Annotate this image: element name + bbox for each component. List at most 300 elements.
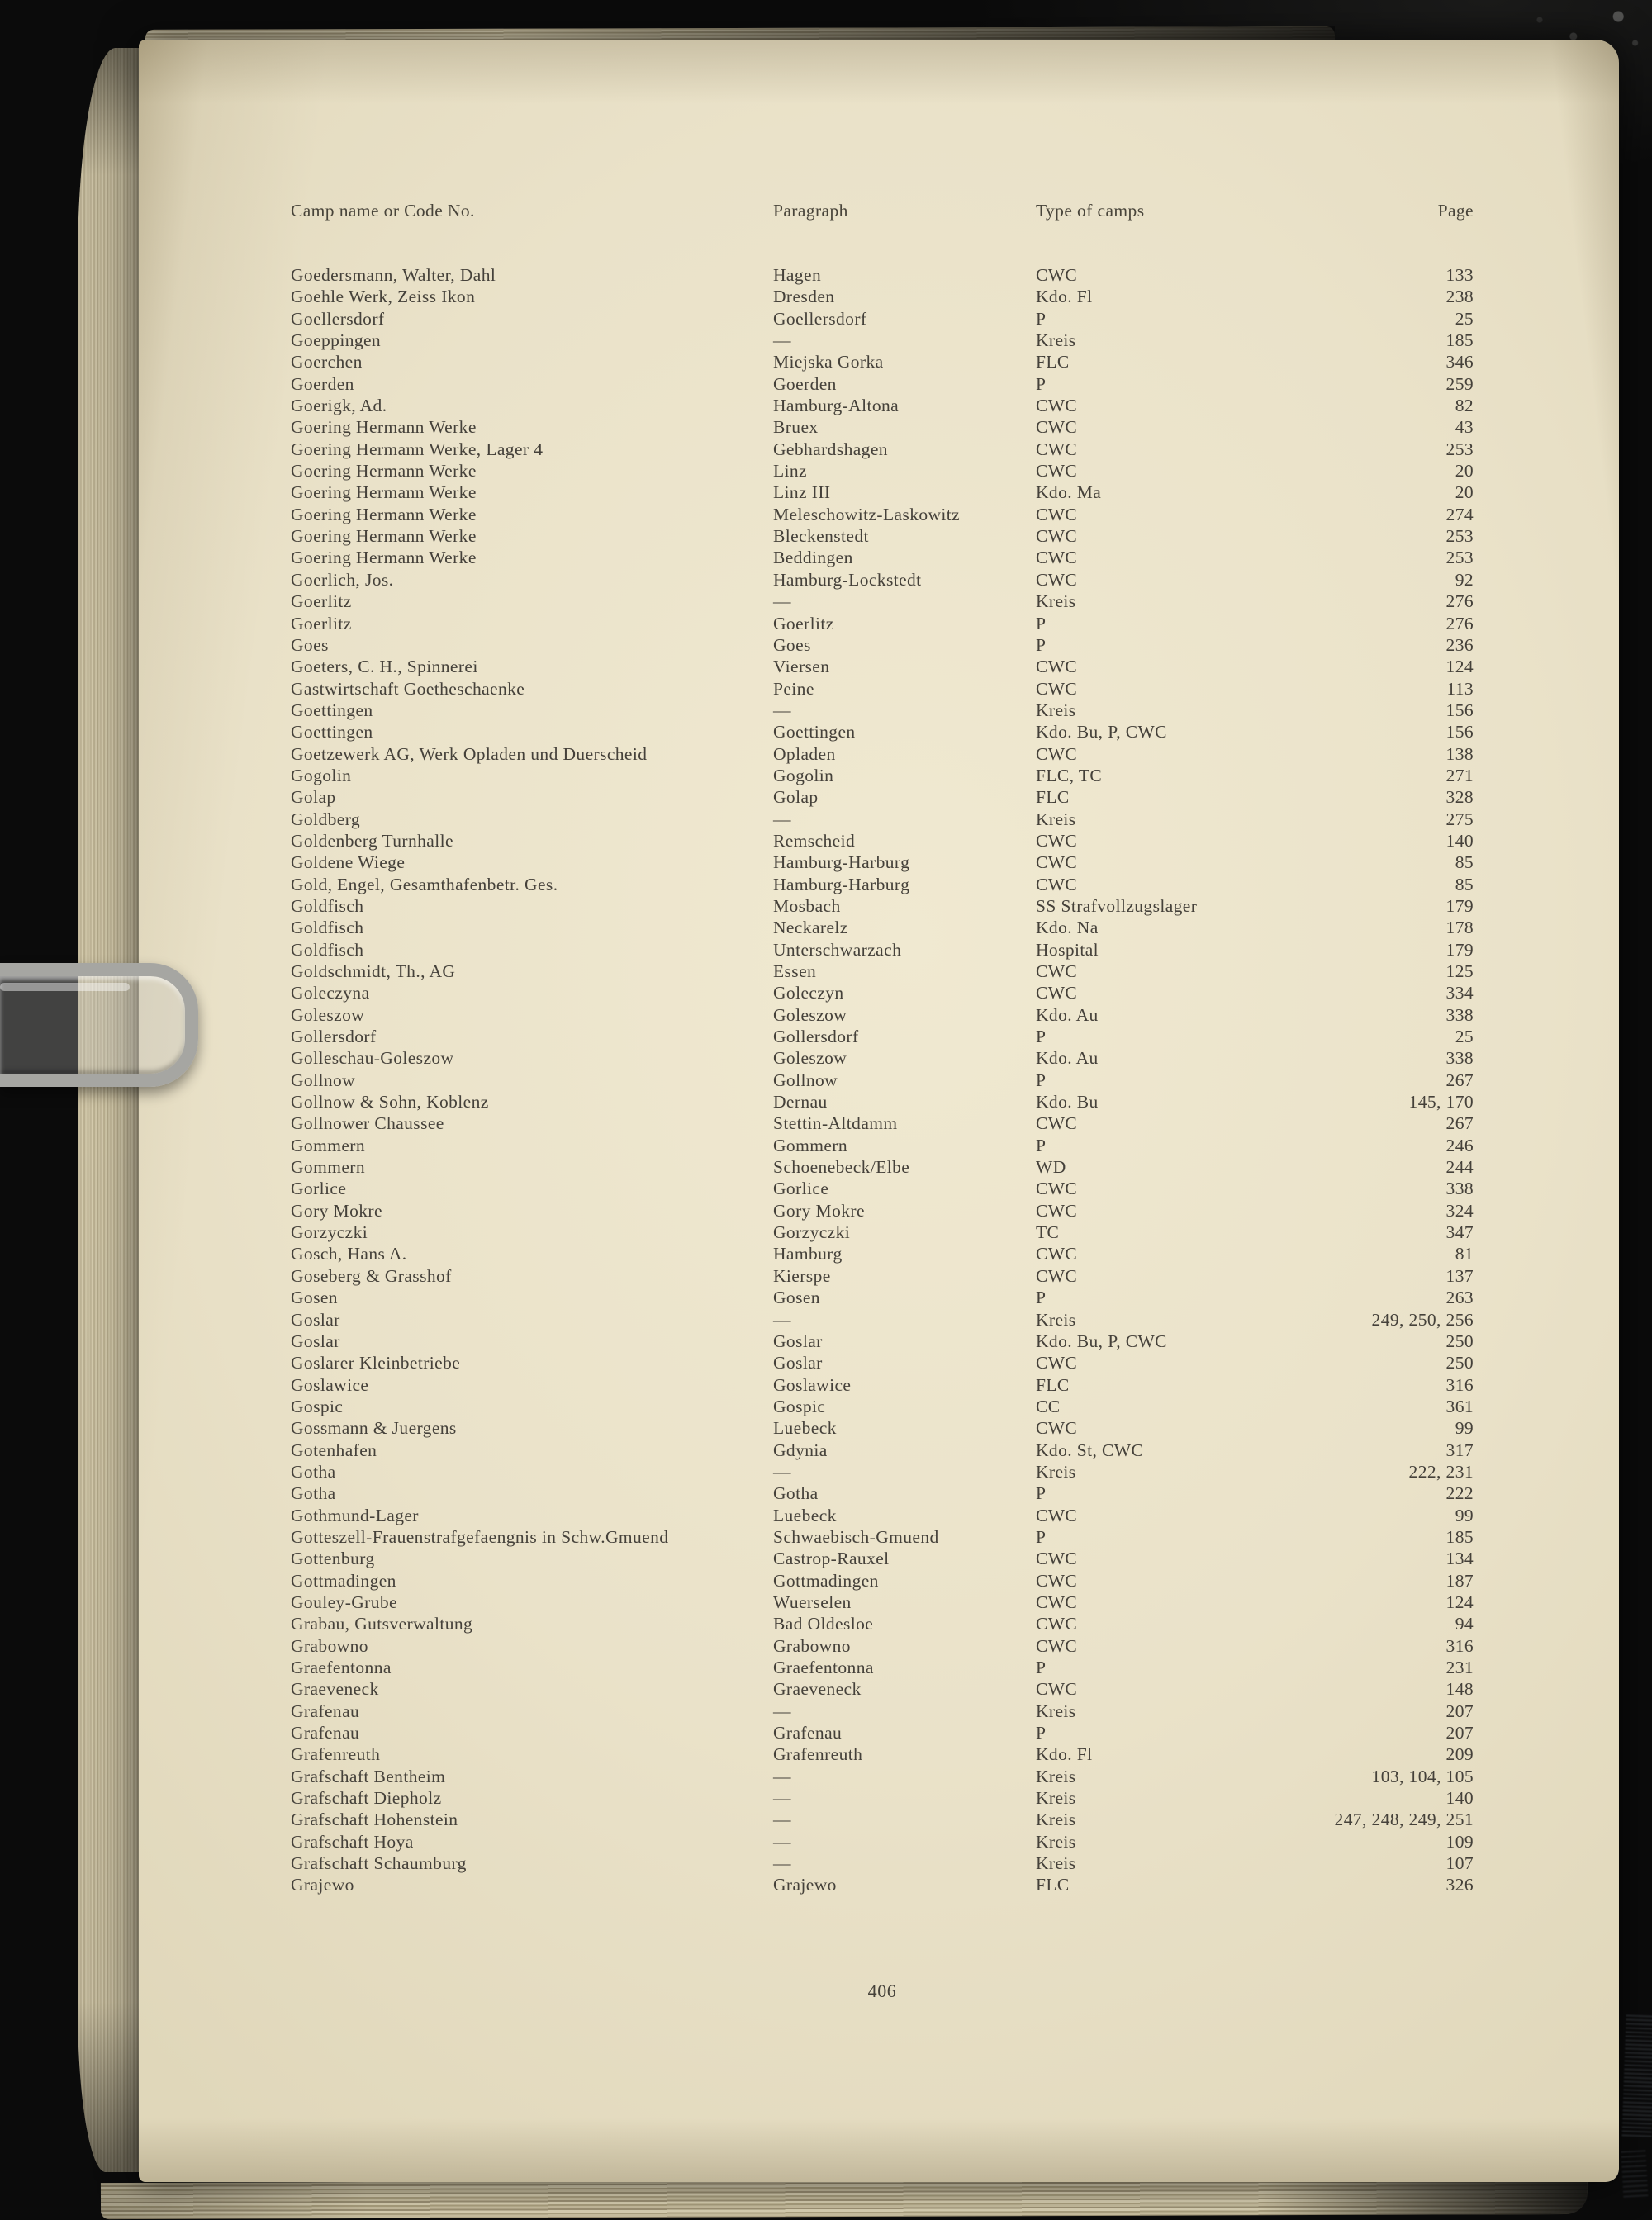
camp-name-cell: Goedersmann, Walter, Dahl: [291, 265, 496, 285]
paragraph-cell: Hamburg-Altona: [773, 396, 900, 416]
paragraph-cell: Gommern: [773, 1135, 847, 1155]
paragraph-cell: Opladen: [773, 743, 836, 764]
camp-type-cell: SS Strafvollzugslager: [1036, 895, 1198, 916]
table-row: [291, 1831, 1474, 1852]
page-ref-cell: 207: [1446, 1723, 1474, 1743]
table-row: [291, 1701, 1474, 1722]
camp-type-cell: P: [1036, 1483, 1047, 1504]
camp-name-cell: Gorlice: [291, 1179, 347, 1199]
camp-name-cell: Goeters, C. H., Spinnerei: [291, 657, 478, 677]
table-row: [291, 1809, 1474, 1830]
page-ref-cell: 185: [1446, 1526, 1474, 1547]
camp-name-cell: Goering Hermann Werke: [291, 461, 477, 481]
camp-name-cell: Grafschaft Hohenstein: [291, 1810, 458, 1830]
camp-name-cell: Grafschaft Bentheim: [291, 1766, 446, 1786]
camp-name-cell: Goering Hermann Werke, Lager 4: [291, 439, 544, 459]
camp-type-cell: Kdo. Au: [1036, 1004, 1099, 1025]
camp-type-cell: Kdo. Fl: [1036, 1744, 1093, 1765]
camp-type-cell: Hospital: [1036, 939, 1099, 960]
camp-name-cell: Gossmann & Juergens: [291, 1418, 457, 1439]
camp-type-cell: FLC, TC: [1036, 765, 1103, 785]
page-ref-cell: 94: [1455, 1614, 1474, 1634]
camp-name-cell: Grajewo: [291, 1875, 354, 1895]
paragraph-cell: Grafenau: [773, 1723, 843, 1743]
camp-type-cell: CWC: [1036, 396, 1078, 416]
page-ref-cell: 85: [1455, 852, 1474, 873]
paragraph-cell: —: [773, 1788, 791, 1809]
table-row: [291, 1004, 1474, 1026]
table-row: [291, 1265, 1474, 1287]
table-row: [291, 786, 1474, 808]
paragraph-cell: Goellersdorf: [773, 308, 867, 329]
paragraph-cell: Gebhardshagen: [773, 439, 888, 459]
table-row: [291, 1570, 1474, 1591]
table-row: [291, 1548, 1474, 1569]
camp-type-cell: CWC: [1036, 1200, 1078, 1221]
paragraph-cell: Gotha: [773, 1483, 819, 1504]
header-page: Page: [1437, 201, 1474, 221]
camp-type-cell: Kdo. Bu: [1036, 1092, 1099, 1112]
camp-name-cell: Goering Hermann Werke: [291, 548, 477, 568]
camp-name-cell: Gorzyczki: [291, 1222, 368, 1243]
table-row: [291, 1200, 1474, 1221]
camp-name-cell: Goldfisch: [291, 918, 364, 938]
table-row: [291, 504, 1474, 525]
page-ref-cell: 338: [1446, 1048, 1474, 1069]
table-row: [291, 961, 1474, 982]
camp-type-cell: CWC: [1036, 461, 1078, 481]
camp-name-cell: Goehle Werk, Zeiss Ikon: [291, 287, 476, 307]
camp-type-cell: FLC: [1036, 1875, 1070, 1895]
camp-type-cell: Kreis: [1036, 1701, 1076, 1721]
camp-name-cell: Goldene Wiege: [291, 852, 406, 873]
paragraph-cell: Beddingen: [773, 548, 853, 568]
camp-type-cell: P: [1036, 1027, 1047, 1047]
table-row: [291, 1787, 1474, 1809]
table-row: [291, 460, 1474, 481]
table-row: [291, 1178, 1474, 1199]
table-row: [291, 1396, 1474, 1417]
paragraph-cell: Essen: [773, 961, 817, 981]
paragraph-cell: Goes: [773, 634, 811, 655]
page-ref-cell: 82: [1455, 396, 1474, 416]
paragraph-cell: —: [773, 1701, 791, 1721]
table-row: [291, 481, 1474, 503]
camp-name-cell: Goleszow: [291, 1004, 365, 1025]
page-ref-cell: 236: [1446, 634, 1474, 655]
camp-type-cell: CWC: [1036, 678, 1078, 699]
camp-type-cell: CWC: [1036, 265, 1078, 285]
camp-name-cell: Gotenhafen: [291, 1440, 377, 1460]
page-ref-cell: 185: [1446, 330, 1474, 351]
paragraph-cell: —: [773, 1309, 791, 1330]
page-ref-cell: 25: [1455, 308, 1474, 329]
table-row: [291, 1766, 1474, 1787]
camp-name-cell: Gastwirtschaft Goetheschaenke: [291, 678, 525, 699]
camp-name-cell: Graeveneck: [291, 1679, 379, 1700]
page-ref-cell: 276: [1446, 591, 1474, 612]
camp-type-cell: CWC: [1036, 526, 1078, 547]
camp-name-cell: Goerigk, Ad.: [291, 396, 387, 416]
table-row: [291, 1287, 1474, 1308]
camp-type-cell: Kreis: [1036, 1853, 1076, 1874]
page-ref-cell: 103, 104, 105: [1371, 1766, 1474, 1786]
paragraph-cell: Dresden: [773, 287, 835, 307]
camp-name-cell: Graefentonna: [291, 1658, 392, 1677]
paragraph-cell: Kierspe: [773, 1265, 831, 1286]
camp-name-cell: Gouley-Grube: [291, 1591, 397, 1612]
camp-name-cell: Goering Hermann Werke: [291, 482, 477, 503]
page-ref-cell: 92: [1455, 569, 1474, 590]
page-ref-cell: 133: [1446, 265, 1474, 285]
camp-name-cell: Gold, Engel, Gesamthafenbetr. Ges.: [291, 874, 558, 894]
page-ref-cell: 244: [1446, 1157, 1474, 1178]
faint-margin-mark: [1621, 2014, 1652, 2139]
page-ref-cell: 334: [1446, 983, 1474, 1003]
paragraph-cell: Mosbach: [773, 895, 841, 916]
camp-type-cell: CWC: [1036, 1244, 1078, 1264]
page-ref-cell: 25: [1455, 1027, 1474, 1047]
camp-type-cell: Kdo. St, CWC: [1036, 1440, 1144, 1460]
paragraph-cell: Hamburg-Harburg: [773, 852, 910, 873]
page-ref-cell: 81: [1455, 1244, 1474, 1264]
paragraph-cell: Miejska Gorka: [773, 352, 884, 372]
table-row: [291, 1613, 1474, 1634]
camp-name-cell: Goldfisch: [291, 895, 364, 916]
paragraph-cell: Gdynia: [773, 1440, 828, 1460]
camp-type-cell: Kreis: [1036, 809, 1076, 829]
page-ref-cell: 316: [1446, 1374, 1474, 1395]
page-ref-cell: 328: [1446, 787, 1474, 808]
paragraph-cell: Grajewo: [773, 1875, 837, 1895]
page-ref-cell: 250: [1446, 1353, 1474, 1373]
paragraph-cell: Goleczyn: [773, 983, 844, 1003]
page-ref-cell: 263: [1446, 1288, 1474, 1308]
paragraph-cell: Gospic: [773, 1396, 826, 1416]
paragraph-cell: Bad Oldesloe: [773, 1614, 874, 1634]
binder-clip: [0, 963, 198, 1087]
paragraph-cell: Luebeck: [773, 1505, 837, 1525]
page-ref-cell: 99: [1455, 1505, 1474, 1525]
camp-type-cell: CC: [1036, 1396, 1061, 1416]
page-ref-cell: 109: [1446, 1831, 1474, 1852]
camp-type-cell: CWC: [1036, 1614, 1078, 1634]
camp-name-cell: Goerlich, Jos.: [291, 569, 394, 590]
camp-type-cell: WD: [1036, 1157, 1066, 1178]
paragraph-cell: Goslawice: [773, 1374, 852, 1395]
paragraph-cell: Luebeck: [773, 1418, 837, 1439]
camp-type-cell: CWC: [1036, 743, 1078, 764]
paragraph-cell: Remscheid: [773, 830, 856, 851]
table-row: [291, 634, 1474, 656]
camp-type-cell: FLC: [1036, 1374, 1070, 1395]
paragraph-cell: —: [773, 1461, 791, 1482]
table-row: [291, 721, 1474, 742]
page-ref-cell: 20: [1455, 482, 1474, 503]
page-ref-cell: 275: [1446, 809, 1474, 829]
table-row: [291, 395, 1474, 416]
camp-name-cell: Goldberg: [291, 809, 361, 829]
table-row: [291, 700, 1474, 721]
camp-type-cell: CWC: [1036, 1635, 1078, 1656]
camp-name-cell: Grafschaft Hoya: [291, 1831, 414, 1852]
table-row: [291, 1852, 1474, 1874]
paragraph-cell: Goerden: [773, 373, 837, 394]
page-ref-cell: 231: [1446, 1658, 1474, 1677]
table-row: [291, 1417, 1474, 1439]
camp-name-cell: Gosen: [291, 1288, 338, 1308]
page-ref-cell: 253: [1446, 526, 1474, 547]
camp-type-cell: CWC: [1036, 1353, 1078, 1373]
paragraph-cell: Neckarelz: [773, 918, 848, 938]
camp-type-cell: P: [1036, 1288, 1047, 1308]
camp-type-cell: Kdo. Au: [1036, 1048, 1099, 1069]
camp-type-cell: P: [1036, 634, 1047, 655]
camp-name-cell: Gotteszell-Frauenstrafgefaengnis in Schw.Gmuend: [291, 1526, 669, 1547]
paragraph-cell: —: [773, 591, 791, 612]
camp-type-cell: Kreis: [1036, 1309, 1076, 1330]
camp-name-cell: Goettingen: [291, 722, 373, 742]
camp-type-cell: P: [1036, 308, 1047, 329]
paragraph-cell: Meleschowitz-Laskowitz: [773, 504, 961, 524]
camp-type-cell: CWC: [1036, 852, 1078, 873]
camp-name-cell: Grafenau: [291, 1701, 360, 1721]
table-row: [291, 1091, 1474, 1112]
camp-type-cell: TC: [1036, 1222, 1060, 1243]
camp-name-cell: Gollersdorf: [291, 1027, 377, 1047]
camp-name-cell: Grafenreuth: [291, 1744, 381, 1765]
paragraph-cell: Hamburg-Lockstedt: [773, 569, 922, 590]
camp-type-cell: P: [1036, 373, 1047, 394]
header-type-of-camps: Type of camps: [1036, 201, 1145, 221]
camp-type-cell: P: [1036, 1658, 1047, 1677]
paragraph-cell: Castrop-Rauxel: [773, 1549, 890, 1569]
table-row: [291, 743, 1474, 765]
paragraph-cell: Gollnow: [773, 1070, 838, 1090]
camp-type-cell: P: [1036, 1526, 1047, 1547]
camp-type-cell: CWC: [1036, 439, 1078, 459]
camp-name-cell: Golap: [291, 787, 336, 808]
paragraph-cell: —: [773, 1766, 791, 1786]
paragraph-cell: Gorzyczki: [773, 1222, 851, 1243]
table-row: [291, 830, 1474, 851]
page-ref-cell: 271: [1446, 765, 1474, 785]
page-ref-cell: 145, 170: [1408, 1092, 1474, 1112]
table-row: [291, 678, 1474, 700]
page-edges-bottom: [101, 2178, 1588, 2219]
paragraph-cell: Goslar: [773, 1331, 823, 1351]
camp-type-cell: Kreis: [1036, 591, 1076, 612]
page-ref-cell: 178: [1446, 918, 1474, 938]
paragraph-cell: Golap: [773, 787, 819, 808]
table-row: [291, 939, 1474, 961]
table-row: [291, 308, 1474, 330]
header-camp-name: Camp name or Code No.: [291, 201, 475, 221]
table-row: [291, 1156, 1474, 1178]
paragraph-cell: Graefentonna: [773, 1658, 874, 1677]
page-number: 406: [867, 1980, 897, 2001]
paragraph-cell: —: [773, 1810, 791, 1830]
camp-type-cell: CWC: [1036, 569, 1078, 590]
paragraph-cell: Goleszow: [773, 1048, 847, 1069]
table-row: [291, 1352, 1474, 1373]
page-ref-cell: 134: [1446, 1549, 1474, 1569]
camp-name-cell: Goerlitz: [291, 591, 352, 612]
page-ref-cell: 247, 248, 249, 251: [1334, 1810, 1474, 1830]
table-row: [291, 1026, 1474, 1047]
camp-type-cell: CWC: [1036, 983, 1078, 1003]
paragraph-cell: Bleckenstedt: [773, 526, 869, 547]
table-row: [291, 1243, 1474, 1264]
camp-type-cell: CWC: [1036, 548, 1078, 568]
page-ref-cell: 179: [1446, 895, 1474, 916]
paragraph-cell: —: [773, 1831, 791, 1852]
camp-name-cell: Goleczyna: [291, 983, 370, 1003]
camp-type-cell: CWC: [1036, 1570, 1078, 1591]
paragraph-cell: —: [773, 1853, 791, 1874]
table-row: [291, 1331, 1474, 1352]
table-row: [291, 416, 1474, 438]
table-row: [291, 286, 1474, 307]
camp-name-cell: Grabowno: [291, 1635, 368, 1656]
camp-name-cell: Goerchen: [291, 352, 363, 372]
table-row: [291, 1678, 1474, 1700]
table-row: [291, 525, 1474, 547]
paragraph-cell: Wuerselen: [773, 1591, 852, 1612]
page-ref-cell: 148: [1446, 1679, 1474, 1700]
page-ref-cell: 107: [1446, 1853, 1474, 1874]
page-ref-cell: 99: [1455, 1418, 1474, 1439]
paragraph-cell: Peine: [773, 678, 814, 699]
table-row: [291, 765, 1474, 786]
paragraph-cell: Gottmadingen: [773, 1570, 879, 1591]
camp-type-cell: CWC: [1036, 1591, 1078, 1612]
camp-type-cell: CWC: [1036, 417, 1078, 438]
page-ref-cell: 124: [1446, 657, 1474, 677]
camp-type-cell: P: [1036, 613, 1047, 633]
camp-name-cell: Gollnow: [291, 1070, 356, 1090]
page-ref-cell: 253: [1446, 439, 1474, 459]
scanned-book-page: [139, 40, 1619, 2182]
paragraph-cell: Goslar: [773, 1353, 823, 1373]
camp-type-cell: Kreis: [1036, 700, 1076, 720]
table-row: [291, 1461, 1474, 1482]
page-ref-cell: 209: [1446, 1744, 1474, 1765]
paragraph-cell: Gollersdorf: [773, 1027, 859, 1047]
table-row: [291, 1591, 1474, 1613]
camp-name-cell: Gollnower Chaussee: [291, 1113, 444, 1134]
table-row: [291, 874, 1474, 895]
paragraph-cell: Stettin-Altdamm: [773, 1113, 898, 1134]
paragraph-cell: —: [773, 809, 791, 829]
page-ref-cell: 338: [1446, 1004, 1474, 1025]
table-row: [291, 917, 1474, 938]
camp-type-cell: Kreis: [1036, 330, 1076, 351]
page-ref-cell: 276: [1446, 613, 1474, 633]
table-row: [291, 569, 1474, 591]
page-ref-cell: 125: [1446, 961, 1474, 981]
camp-name-cell: Goerlitz: [291, 613, 352, 633]
page-ref-cell: 207: [1446, 1701, 1474, 1721]
table-row: [291, 547, 1474, 568]
camp-type-cell: Kreis: [1036, 1810, 1076, 1830]
paragraph-cell: Hagen: [773, 265, 822, 285]
page-ref-cell: 253: [1446, 548, 1474, 568]
camp-name-cell: Gosch, Hans A.: [291, 1244, 407, 1264]
paragraph-cell: Grafenreuth: [773, 1744, 863, 1765]
table-row: [291, 851, 1474, 873]
page-ref-cell: 138: [1446, 743, 1474, 764]
camp-name-cell: Gottmadingen: [291, 1570, 396, 1591]
camp-type-cell: CWC: [1036, 1679, 1078, 1700]
camp-name-cell: Goldenberg Turnhalle: [291, 830, 453, 851]
page-ref-cell: 43: [1455, 417, 1474, 438]
page-ref-cell: 222: [1446, 1483, 1474, 1504]
page-ref-cell: 316: [1446, 1635, 1474, 1656]
table-row: [291, 1722, 1474, 1743]
page-ref-cell: 249, 250, 256: [1371, 1309, 1474, 1330]
paragraph-cell: Gorlice: [773, 1179, 829, 1199]
camp-name-cell: Gothmund-Lager: [291, 1505, 419, 1525]
table-row: [291, 1309, 1474, 1331]
camp-name-cell: Goetzewerk AG, Werk Opladen und Duerscheid: [291, 743, 648, 764]
paragraph-cell: Gosen: [773, 1288, 820, 1308]
camp-type-cell: Kdo. Ma: [1036, 482, 1102, 503]
camp-type-cell: CWC: [1036, 874, 1078, 894]
camp-name-cell: Goellersdorf: [291, 308, 385, 329]
table-row: [291, 1635, 1474, 1657]
camp-name-cell: Gotha: [291, 1461, 336, 1482]
table-row: [291, 1874, 1474, 1895]
camp-name-cell: Gollnow & Sohn, Koblenz: [291, 1092, 489, 1112]
page-ref-cell: 179: [1446, 939, 1474, 960]
camp-name-cell: Gottenburg: [291, 1549, 375, 1569]
camp-type-cell: Kdo. Fl: [1036, 287, 1093, 307]
camp-name-cell: Goes: [291, 634, 329, 655]
page-ref-cell: 238: [1446, 287, 1474, 307]
page-edges-left: [78, 48, 145, 2172]
camp-type-cell: Kreis: [1036, 1831, 1076, 1852]
page-ref-cell: 156: [1446, 722, 1474, 742]
table-row: [291, 1482, 1474, 1504]
paragraph-cell: —: [773, 330, 791, 351]
paragraph-cell: Viersen: [773, 657, 830, 677]
camp-name-cell: Goslarer Kleinbetriebe: [291, 1353, 461, 1373]
table-row: [291, 1374, 1474, 1396]
camp-type-cell: Kreis: [1036, 1788, 1076, 1809]
camp-type-cell: CWC: [1036, 1113, 1078, 1134]
page-ref-cell: 326: [1446, 1875, 1474, 1895]
camp-name-cell: Goslar: [291, 1309, 340, 1330]
table-row: [291, 351, 1474, 372]
paragraph-cell: Hamburg-Harburg: [773, 874, 910, 894]
paragraph-cell: Goleszow: [773, 1004, 847, 1025]
page-ref-cell: 338: [1446, 1179, 1474, 1199]
page-ref-cell: 187: [1446, 1570, 1474, 1591]
table-row: [291, 1505, 1474, 1526]
camp-name-cell: Grafschaft Schaumburg: [291, 1853, 467, 1874]
table-row: [291, 1221, 1474, 1243]
camp-type-cell: CWC: [1036, 1549, 1078, 1569]
camp-name-cell: Goering Hermann Werke: [291, 417, 477, 438]
page-ref-cell: 361: [1446, 1396, 1474, 1416]
camp-type-cell: FLC: [1036, 787, 1070, 808]
camp-name-cell: Goldschmidt, Th., AG: [291, 961, 456, 981]
paragraph-cell: Dernau: [773, 1092, 828, 1112]
table-row: [291, 809, 1474, 830]
camp-type-cell: Kreis: [1036, 1461, 1076, 1482]
page-ref-cell: 20: [1455, 461, 1474, 481]
